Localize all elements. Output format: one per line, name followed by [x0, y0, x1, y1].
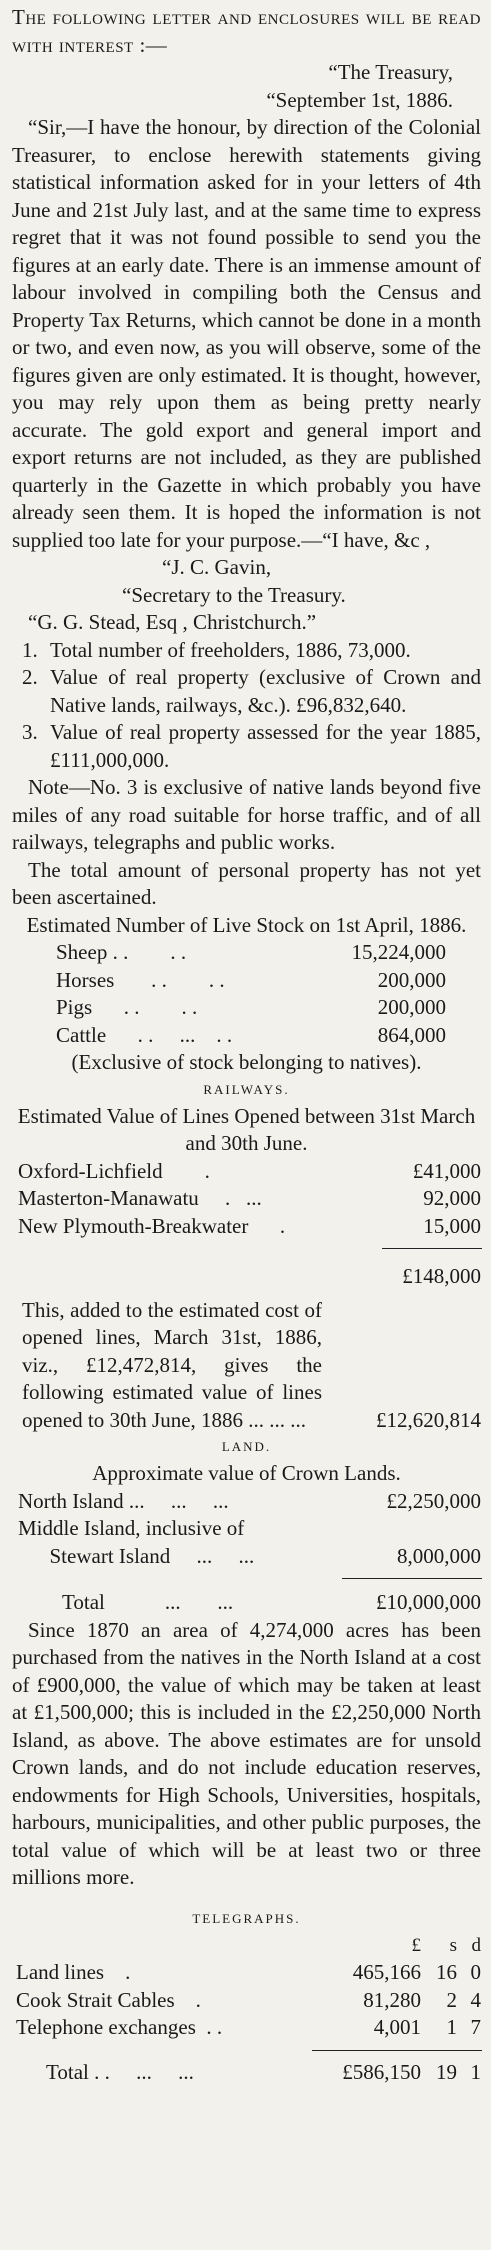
land-total-value: £10,000,000: [376, 1590, 481, 1614]
table-row: [12, 967, 481, 995]
row-value: 15,000: [423, 1213, 481, 1238]
table-row: [12, 1158, 481, 1186]
railways-summary-text: This, added to the estimated cost of opened lines, March 31st, 1886, viz., £12,472,814, gives the following estimated value of lines opened to 30th June, 1886 ... ... ...: [22, 1297, 322, 1432]
row-pence: 0: [470, 1960, 481, 1984]
telegraphs-total-rule: [312, 2050, 482, 2051]
row-leader: .: [174, 1987, 201, 2012]
row-label: Horses: [56, 967, 115, 992]
enclosure-list: [12, 637, 481, 775]
column-header-pence: d: [471, 1934, 481, 1956]
railways-summary-value: £12,620,814: [376, 1407, 481, 1432]
list-item-text: Total number of freeholders, 1886, 73,000.: [50, 637, 411, 662]
telegraphs-total-pounds: £586,150: [342, 2059, 421, 2084]
row-pounds: 4,001: [373, 2015, 421, 2039]
row-leader: . . . .: [114, 967, 225, 992]
railways-summary: [12, 1297, 481, 1435]
land-total-row: [12, 1589, 481, 1617]
note-paragraph: Note—No. 3 is exclusive of native lands beyond five miles of any road suitable for horse traffic, and of all railways, telegraphs and public works.: [12, 775, 481, 854]
row-value: £2,250,000: [386, 1488, 481, 1513]
row-pounds: 81,280: [363, 1987, 421, 2012]
row-value: 92,000: [423, 1186, 481, 1210]
letter-body: “Sir,—I have the honour, by direction of the Colonial Treasurer, to enclose herewith statements giving statistical information asked for in your letters of 4th June and 21st July last, and at the same time to express regret that it was not found possible to send you the figures at an early date. There is an immense amount of labour involved in compiling both the Census and Property Tax Returns, which cannot be done in a month or two, and even now, as you will observe, some of the figures given are only estimated. It is thought, however, you may rely upon them as being pretty nearly accurate. The gold export and general import and export returns are not included, as they are published quarterly in the Gazette in which probably you have already seen them. It is hoped the information is not supplied too late for your purpose.—“I have, &c ,: [12, 115, 481, 552]
column-header-shillings: s: [449, 1934, 457, 1956]
land-table: [12, 1488, 481, 1571]
telegraphs-total-pence: 1: [470, 2059, 481, 2084]
table-row: [12, 1213, 481, 1241]
telegraphs-total-label: Total . . ... ...: [46, 2059, 194, 2084]
railways-table: [12, 1158, 481, 1241]
table-row: [12, 1185, 481, 1213]
land-subheading: Approximate value of Crown Lands.: [92, 1461, 401, 1485]
letter-addressee: “G. G. Stead, Esq , Christchurch.”: [28, 610, 317, 634]
row-label: Land lines: [16, 1960, 105, 1984]
row-pence: 4: [470, 1987, 481, 2012]
railways-subheading: Estimated Value of Lines Opened between 31st March and 30th June.: [17, 1103, 476, 1155]
row-label: Pigs: [56, 995, 93, 1019]
row-leader: .: [248, 1213, 286, 1238]
personal-property-paragraph: The total amount of personal property has not yet been ascertained.: [12, 857, 481, 909]
column-header-pounds: £: [411, 1934, 421, 1956]
table-row: [12, 994, 481, 1022]
row-leader: . . . .: [107, 940, 187, 964]
row-shillings: 1: [446, 2015, 457, 2039]
list-item-number: 3.: [22, 720, 38, 744]
row-label: Oxford-Lichfield: [18, 1158, 163, 1183]
row-label: New Plymouth-Breakwater: [18, 1213, 249, 1238]
livestock-footnote: (Exclusive of stock belonging to natives).: [71, 1050, 422, 1074]
list-item-number: 2.: [22, 665, 38, 689]
row-leader: . . ... . .: [106, 1022, 233, 1047]
livestock-table: [12, 939, 481, 1049]
letter-signature-title: “Secretary to the Treasury.: [122, 582, 346, 607]
livestock-heading: Estimated Number of Live Stock on 1st April, 1886.: [26, 912, 467, 937]
table-row: [12, 1543, 481, 1571]
list-item-text: Value of real property (exclusive of Crown and Native lands, railways, &c.). £96,832,640.: [50, 665, 481, 717]
intro-paragraph: [12, 4, 481, 59]
row-value: 200,000: [377, 995, 446, 1019]
telegraphs-table: [12, 1932, 481, 2042]
row-value: [331, 1515, 481, 1543]
row-leader: . ...: [198, 1186, 262, 1210]
list-item: [22, 719, 481, 774]
telegraphs-total-shillings: 19: [436, 2059, 457, 2084]
railways-subtotal: £148,000: [402, 1264, 481, 1288]
row-value: £41,000: [412, 1158, 481, 1183]
row-label: Cattle: [56, 1022, 107, 1047]
row-value: 864,000: [377, 1022, 446, 1047]
row-label: Telephone exchanges: [16, 2015, 196, 2039]
row-value: 15,224,000: [351, 940, 446, 964]
row-label: Sheep: [56, 940, 108, 964]
row-label: Stewart Island ... ...: [18, 1543, 255, 1568]
subtotal-rule: [382, 1248, 482, 1249]
land-paragraph: Since 1870 an area of 4,274,000 acres has been purchased from the natives in the North Island at a cost of £900,000, the value of which may be taken at least at £1,500,000; this is included in the £2,250,000 North Island, as above. The above estimates are for unsold Crown lands, and do not include education reserves, endowments for High Schools, Universities, hospitals, harbours, municipalities, and other public purposes, the total value of which will be at least two or three millions more.: [12, 1617, 481, 1889]
land-total-leader: ... ...: [164, 1590, 234, 1614]
row-shillings: 16: [436, 1960, 457, 1984]
land-heading: LAND.: [221, 1439, 272, 1454]
intro-text: The following letter and enclosures will be read with interest :—: [12, 5, 481, 57]
letter-signature: “J. C. Gavin,: [162, 555, 272, 579]
telegraphs-heading: TELEGRAPHS.: [192, 1910, 301, 1926]
row-label: Masterton-Manawatu: [18, 1186, 199, 1210]
row-label: Cook Strait Cables: [16, 1987, 175, 2012]
list-item: [22, 664, 481, 719]
list-item: [22, 637, 481, 665]
row-pence: 7: [470, 2015, 481, 2039]
letter-date: “September 1st, 1886.: [266, 87, 453, 112]
row-leader: . .: [195, 2015, 223, 2039]
row-leader: . . . .: [92, 995, 198, 1019]
row-leader: .: [104, 1960, 131, 1984]
table-row: [12, 939, 481, 967]
row-value: 8,000,000: [397, 1543, 481, 1568]
railways-heading: RAILWAYS.: [203, 1081, 290, 1097]
row-label: North Island ... ... ...: [18, 1488, 229, 1513]
telegraphs-total-row: [12, 2059, 481, 2087]
list-item-number: 1.: [22, 637, 38, 662]
land-total-label: Total: [62, 1590, 105, 1614]
letter-place: “The Treasury,: [328, 60, 453, 84]
list-item-text: Value of real property assessed for the year 1885, £111,000,000.: [50, 720, 481, 772]
land-total-rule: [342, 1578, 482, 1579]
row-value: 200,000: [377, 967, 446, 992]
table-row: [12, 1022, 481, 1050]
row-label: Middle Island, inclusive of: [18, 1516, 245, 1540]
table-row: [12, 1515, 481, 1543]
row-pounds: 465,166: [352, 1960, 421, 1984]
table-row: [12, 1488, 481, 1516]
row-leader: .: [162, 1158, 210, 1183]
row-shillings: 2: [446, 1987, 457, 2012]
